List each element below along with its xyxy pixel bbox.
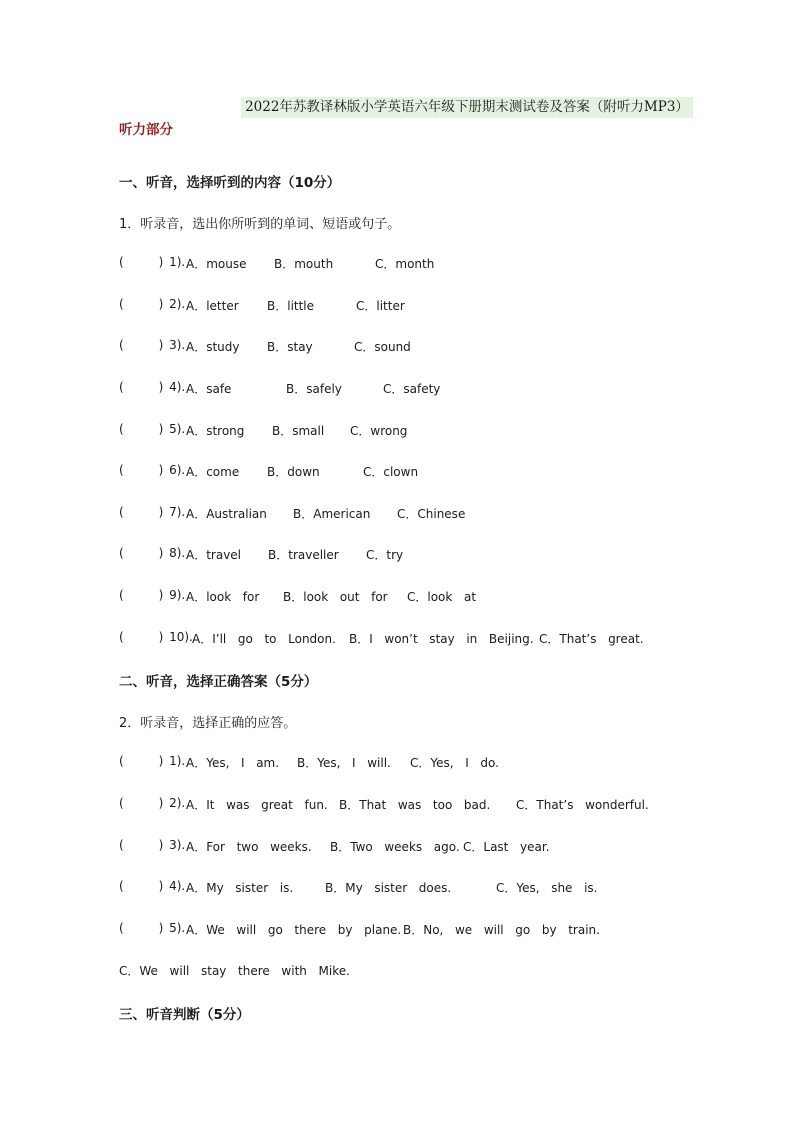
option-a: A．Yes, I am. xyxy=(186,756,280,770)
option-b: B．mouth xyxy=(274,257,334,271)
question-number: ( ) 6). xyxy=(119,463,186,477)
part1-instruction: 1．听录音，选出你所听到的单词、短语或句子。 xyxy=(119,217,401,232)
option-a: A．strong xyxy=(186,424,245,438)
option-b: B．safely xyxy=(286,382,342,396)
option-b: B．My sister does. xyxy=(325,881,452,895)
option-c: C．clown xyxy=(363,465,419,479)
title-container xyxy=(0,96,794,118)
option-a: A．mouse xyxy=(186,257,247,271)
option-c: C．wrong xyxy=(350,424,408,438)
question-number: ( ) 5). xyxy=(119,921,186,935)
option-a: A．study xyxy=(186,340,240,354)
option-c: C．Chinese xyxy=(397,507,466,521)
option-c: C．look at xyxy=(407,590,477,604)
option-a: A．letter xyxy=(186,299,239,313)
option-c: C．litter xyxy=(356,299,405,313)
part2-instruction: 2．听录音，选择正确的应答。 xyxy=(119,716,297,731)
question-number: ( ) 10). xyxy=(119,630,193,644)
option-b: B．American xyxy=(293,507,371,521)
option-a: A．look for xyxy=(186,590,260,604)
option-a: A．safe xyxy=(186,382,232,396)
section-label: 听力部分 xyxy=(119,122,173,138)
part2-heading: 二、听音，选择正确答案（5分） xyxy=(119,674,318,690)
option-a: A．Australian xyxy=(186,507,267,521)
option-a: A．My sister is. xyxy=(186,881,294,895)
option-c: C．That’s great. xyxy=(539,632,644,646)
option-c: C．That’s wonderful. xyxy=(516,798,649,812)
option-a: A．I’ll go to London. xyxy=(192,632,336,646)
question-number: ( ) 8). xyxy=(119,546,186,560)
question-number: ( ) 9). xyxy=(119,588,186,602)
option-a: A．We will go there by plane. xyxy=(186,923,402,937)
document-title: 2022年苏教译林版小学英语六年级下册期末测试卷及答案（附听力MP3） xyxy=(241,97,693,118)
option-a: A．For two weeks. xyxy=(186,840,312,854)
option-a: A．come xyxy=(186,465,240,479)
question-number: ( ) 1). xyxy=(119,754,186,768)
question-number: ( ) 4). xyxy=(119,380,186,394)
option-b: B．down xyxy=(267,465,320,479)
option-b: B．little xyxy=(267,299,315,313)
option-b: B．stay xyxy=(267,340,313,354)
question-number: ( ) 1). xyxy=(119,255,186,269)
option-b: B．small xyxy=(272,424,325,438)
question-number: ( ) 5). xyxy=(119,422,186,436)
part3-heading: 三、听音判断（5分） xyxy=(119,1007,250,1023)
option-c: C．safety xyxy=(383,382,441,396)
option-a: A．travel xyxy=(186,548,242,562)
option-b: B．I won’t stay in Beijing. xyxy=(349,632,534,646)
option-c: C．Yes, she is. xyxy=(496,881,598,895)
option-a: A．It was great fun. xyxy=(186,798,328,812)
option-b: B．No, we will go by train. xyxy=(403,923,600,937)
option-b: B．traveller xyxy=(268,548,339,562)
question-number: ( ) 4). xyxy=(119,879,186,893)
question-number: ( ) 2). xyxy=(119,796,186,810)
question-number: ( ) 7). xyxy=(119,505,186,519)
option-c: C．try xyxy=(366,548,404,562)
option-c-continuation: C．We will stay there with Mike. xyxy=(119,964,350,978)
part1-heading: 一、听音，选择听到的内容（10分） xyxy=(119,175,341,191)
option-b: B．Yes, I will. xyxy=(297,756,391,770)
option-b: B．That was too bad. xyxy=(339,798,491,812)
option-c: C．month xyxy=(375,257,435,271)
option-c: C．Yes, I do. xyxy=(410,756,499,770)
question-number: ( ) 3). xyxy=(119,338,186,352)
question-number: ( ) 3). xyxy=(119,838,186,852)
option-c: C．Last year. xyxy=(463,840,550,854)
option-b: B．look out for xyxy=(283,590,388,604)
option-c: C．sound xyxy=(354,340,411,354)
option-b: B．Two weeks ago. xyxy=(330,840,460,854)
question-number: ( ) 2). xyxy=(119,297,186,311)
